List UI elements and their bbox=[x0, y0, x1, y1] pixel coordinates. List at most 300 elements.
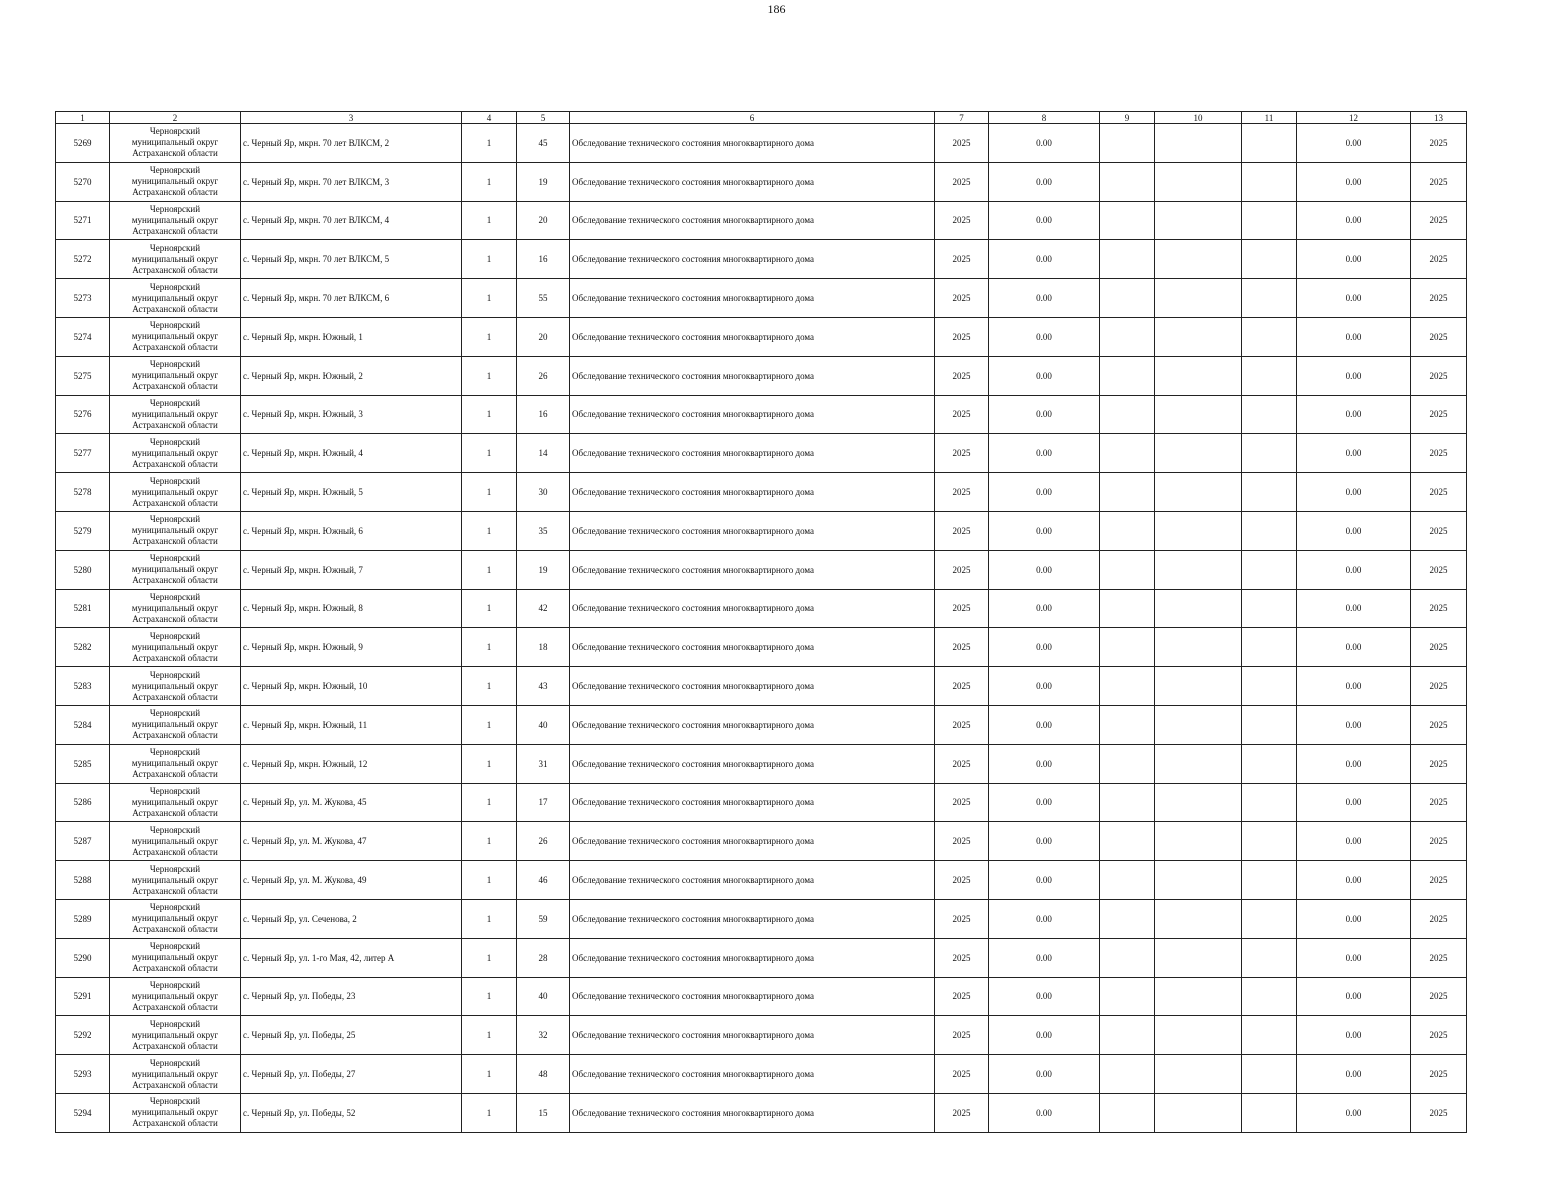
district-line: муниципальный округ bbox=[131, 796, 219, 807]
column-header: 5 bbox=[517, 112, 570, 124]
col8-amount-cell: 0.00 bbox=[989, 1093, 1100, 1132]
district-line: муниципальный округ bbox=[131, 408, 219, 419]
col13-year-cell: 2025 bbox=[1411, 162, 1467, 201]
district-line: Черноярский bbox=[149, 436, 201, 447]
address-cell: с. Черный Яр, ул. 1-го Мая, 42, литер А bbox=[241, 938, 462, 977]
table-row bbox=[56, 938, 1467, 977]
col9-cell bbox=[1100, 899, 1155, 938]
col4-cell: 1 bbox=[462, 938, 517, 977]
col10-cell bbox=[1155, 822, 1242, 861]
col13-year-cell: 2025 bbox=[1411, 861, 1467, 900]
col13-year-cell: 2025 bbox=[1411, 705, 1467, 744]
row-number-cell: 5288 bbox=[56, 861, 110, 900]
col13-year-cell: 2025 bbox=[1411, 434, 1467, 473]
col5-cell: 31 bbox=[517, 744, 570, 783]
col13-year-cell: 2025 bbox=[1411, 1055, 1467, 1094]
col10-cell bbox=[1155, 628, 1242, 667]
col8-amount-cell: 0.00 bbox=[989, 1016, 1100, 1055]
district-line: Астраханской области bbox=[132, 303, 218, 314]
table-body bbox=[56, 124, 1467, 1133]
col12-amount-cell: 0.00 bbox=[1297, 783, 1411, 822]
page-number: 186 bbox=[767, 2, 786, 16]
district-line: Черноярский bbox=[149, 591, 201, 602]
col5-cell: 20 bbox=[517, 317, 570, 356]
district-cell bbox=[110, 201, 241, 240]
district-line: Астраханской области bbox=[132, 536, 218, 547]
district-line: Астраханской области bbox=[132, 924, 218, 935]
col13-year-cell: 2025 bbox=[1411, 124, 1467, 163]
district-line: муниципальный округ bbox=[131, 602, 219, 613]
col12-amount-cell: 0.00 bbox=[1297, 589, 1411, 628]
work-type-cell: Обследование технического состояния многоквартирного дома bbox=[570, 938, 935, 977]
col11-cell bbox=[1242, 356, 1297, 395]
district-line: муниципальный округ bbox=[131, 758, 219, 769]
col12-amount-cell: 0.00 bbox=[1297, 977, 1411, 1016]
col8-amount-cell: 0.00 bbox=[989, 1055, 1100, 1094]
district-line: Черноярский bbox=[149, 824, 201, 835]
col8-amount-cell: 0.00 bbox=[989, 124, 1100, 163]
col9-cell bbox=[1100, 550, 1155, 589]
col8-amount-cell: 0.00 bbox=[989, 705, 1100, 744]
col4-cell: 1 bbox=[462, 628, 517, 667]
district-cell bbox=[110, 317, 241, 356]
row-number-cell: 5271 bbox=[56, 201, 110, 240]
col13-year-cell: 2025 bbox=[1411, 977, 1467, 1016]
col8-amount-cell: 0.00 bbox=[989, 434, 1100, 473]
col9-cell bbox=[1100, 705, 1155, 744]
col13-year-cell: 2025 bbox=[1411, 279, 1467, 318]
col9-cell bbox=[1100, 744, 1155, 783]
col4-cell: 1 bbox=[462, 783, 517, 822]
district-line: Астраханской области bbox=[132, 652, 218, 663]
col10-cell bbox=[1155, 279, 1242, 318]
district-line: муниципальный округ bbox=[131, 680, 219, 691]
column-header: 12 bbox=[1297, 112, 1411, 124]
district-line: Астраханской области bbox=[132, 419, 218, 430]
address-cell: с. Черный Яр, мкрн. Южный, 1 bbox=[241, 317, 462, 356]
col11-cell bbox=[1242, 744, 1297, 783]
district-cell bbox=[110, 899, 241, 938]
col7-year-cell: 2025 bbox=[935, 977, 989, 1016]
col13-year-cell: 2025 bbox=[1411, 1093, 1467, 1132]
district-line: Астраханской области bbox=[132, 613, 218, 624]
col11-cell bbox=[1242, 628, 1297, 667]
col7-year-cell: 2025 bbox=[935, 240, 989, 279]
col4-cell: 1 bbox=[462, 240, 517, 279]
col10-cell bbox=[1155, 1016, 1242, 1055]
col13-year-cell: 2025 bbox=[1411, 938, 1467, 977]
district-line: муниципальный округ bbox=[131, 214, 219, 225]
col9-cell bbox=[1100, 1093, 1155, 1132]
table-row bbox=[56, 977, 1467, 1016]
address-cell: с. Черный Яр, мкрн. Южный, 6 bbox=[241, 511, 462, 550]
row-number-cell: 5282 bbox=[56, 628, 110, 667]
row-number-cell: 5273 bbox=[56, 279, 110, 318]
column-header: 6 bbox=[570, 112, 935, 124]
col8-amount-cell: 0.00 bbox=[989, 589, 1100, 628]
col8-amount-cell: 0.00 bbox=[989, 395, 1100, 434]
col9-cell bbox=[1100, 124, 1155, 163]
address-cell: с. Черный Яр, ул. Победы, 23 bbox=[241, 977, 462, 1016]
table-row bbox=[56, 240, 1467, 279]
col5-cell: 40 bbox=[517, 977, 570, 1016]
col10-cell bbox=[1155, 899, 1242, 938]
row-number-cell: 5291 bbox=[56, 977, 110, 1016]
district-cell bbox=[110, 938, 241, 977]
address-cell: с. Черный Яр, мкрн. 70 лет ВЛКСМ, 2 bbox=[241, 124, 462, 163]
col5-cell: 45 bbox=[517, 124, 570, 163]
col5-cell: 26 bbox=[517, 822, 570, 861]
col4-cell: 1 bbox=[462, 162, 517, 201]
col12-amount-cell: 0.00 bbox=[1297, 705, 1411, 744]
district-line: Черноярский bbox=[149, 1096, 201, 1107]
district-line: Астраханской области bbox=[132, 846, 218, 857]
column-header: 7 bbox=[935, 112, 989, 124]
col8-amount-cell: 0.00 bbox=[989, 977, 1100, 1016]
col4-cell: 1 bbox=[462, 201, 517, 240]
col11-cell bbox=[1242, 473, 1297, 512]
row-number-cell: 5283 bbox=[56, 667, 110, 706]
col9-cell bbox=[1100, 822, 1155, 861]
district-cell bbox=[110, 822, 241, 861]
col11-cell bbox=[1242, 240, 1297, 279]
table-row bbox=[56, 550, 1467, 589]
col5-cell: 30 bbox=[517, 473, 570, 512]
district-cell bbox=[110, 279, 241, 318]
col5-cell: 16 bbox=[517, 395, 570, 434]
district-line: Черноярский bbox=[149, 863, 201, 874]
col12-amount-cell: 0.00 bbox=[1297, 511, 1411, 550]
district-line: Черноярский bbox=[149, 320, 201, 331]
col8-amount-cell: 0.00 bbox=[989, 822, 1100, 861]
col10-cell bbox=[1155, 201, 1242, 240]
row-number-cell: 5279 bbox=[56, 511, 110, 550]
col9-cell bbox=[1100, 395, 1155, 434]
col13-year-cell: 2025 bbox=[1411, 317, 1467, 356]
work-type-cell: Обследование технического состояния многоквартирного дома bbox=[570, 1016, 935, 1055]
col4-cell: 1 bbox=[462, 822, 517, 861]
district-cell bbox=[110, 1055, 241, 1094]
district-line: Черноярский bbox=[149, 708, 201, 719]
col12-amount-cell: 0.00 bbox=[1297, 317, 1411, 356]
col4-cell: 1 bbox=[462, 589, 517, 628]
work-type-cell: Обследование технического состояния многоквартирного дома bbox=[570, 356, 935, 395]
work-type-cell: Обследование технического состояния многоквартирного дома bbox=[570, 822, 935, 861]
col10-cell bbox=[1155, 240, 1242, 279]
col13-year-cell: 2025 bbox=[1411, 240, 1467, 279]
col13-year-cell: 2025 bbox=[1411, 822, 1467, 861]
col7-year-cell: 2025 bbox=[935, 511, 989, 550]
row-number-cell: 5278 bbox=[56, 473, 110, 512]
col4-cell: 1 bbox=[462, 434, 517, 473]
district-line: Астраханской области bbox=[132, 575, 218, 586]
col4-cell: 1 bbox=[462, 473, 517, 512]
district-line: муниципальный округ bbox=[131, 835, 219, 846]
col13-year-cell: 2025 bbox=[1411, 356, 1467, 395]
col12-amount-cell: 0.00 bbox=[1297, 1016, 1411, 1055]
col5-cell: 19 bbox=[517, 162, 570, 201]
col7-year-cell: 2025 bbox=[935, 938, 989, 977]
row-number-cell: 5286 bbox=[56, 783, 110, 822]
address-cell: с. Черный Яр, ул. М. Жукова, 45 bbox=[241, 783, 462, 822]
work-type-cell: Обследование технического состояния многоквартирного дома bbox=[570, 744, 935, 783]
row-number-cell: 5272 bbox=[56, 240, 110, 279]
col12-amount-cell: 0.00 bbox=[1297, 395, 1411, 434]
table-row bbox=[56, 162, 1467, 201]
district-line: муниципальный округ bbox=[131, 913, 219, 924]
col7-year-cell: 2025 bbox=[935, 861, 989, 900]
col13-year-cell: 2025 bbox=[1411, 628, 1467, 667]
col9-cell bbox=[1100, 589, 1155, 628]
col8-amount-cell: 0.00 bbox=[989, 473, 1100, 512]
col7-year-cell: 2025 bbox=[935, 395, 989, 434]
district-line: Черноярский bbox=[149, 281, 201, 292]
table-row bbox=[56, 434, 1467, 473]
col7-year-cell: 2025 bbox=[935, 899, 989, 938]
col4-cell: 1 bbox=[462, 861, 517, 900]
col8-amount-cell: 0.00 bbox=[989, 667, 1100, 706]
col9-cell bbox=[1100, 317, 1155, 356]
table-row bbox=[56, 473, 1467, 512]
col11-cell bbox=[1242, 434, 1297, 473]
col9-cell bbox=[1100, 356, 1155, 395]
col8-amount-cell: 0.00 bbox=[989, 899, 1100, 938]
col7-year-cell: 2025 bbox=[935, 124, 989, 163]
district-cell bbox=[110, 240, 241, 279]
row-number-cell: 5281 bbox=[56, 589, 110, 628]
col11-cell bbox=[1242, 279, 1297, 318]
district-line: Астраханской области bbox=[132, 381, 218, 392]
col7-year-cell: 2025 bbox=[935, 667, 989, 706]
table-row bbox=[56, 589, 1467, 628]
row-number-cell: 5277 bbox=[56, 434, 110, 473]
table-row bbox=[56, 201, 1467, 240]
col13-year-cell: 2025 bbox=[1411, 667, 1467, 706]
col10-cell bbox=[1155, 356, 1242, 395]
col12-amount-cell: 0.00 bbox=[1297, 162, 1411, 201]
district-line: муниципальный округ bbox=[131, 486, 219, 497]
row-number-cell: 5287 bbox=[56, 822, 110, 861]
col12-amount-cell: 0.00 bbox=[1297, 861, 1411, 900]
district-line: Астраханской области bbox=[132, 225, 218, 236]
col12-amount-cell: 0.00 bbox=[1297, 628, 1411, 667]
col12-amount-cell: 0.00 bbox=[1297, 938, 1411, 977]
district-line: Астраханской области bbox=[132, 807, 218, 818]
col12-amount-cell: 0.00 bbox=[1297, 240, 1411, 279]
table-row bbox=[56, 356, 1467, 395]
col7-year-cell: 2025 bbox=[935, 550, 989, 589]
district-line: Черноярский bbox=[149, 514, 201, 525]
address-cell: с. Черный Яр, мкрн. Южный, 11 bbox=[241, 705, 462, 744]
col4-cell: 1 bbox=[462, 279, 517, 318]
col9-cell bbox=[1100, 434, 1155, 473]
table-row bbox=[56, 783, 1467, 822]
col5-cell: 43 bbox=[517, 667, 570, 706]
col4-cell: 1 bbox=[462, 550, 517, 589]
col5-cell: 46 bbox=[517, 861, 570, 900]
column-numbers-header bbox=[56, 112, 1467, 124]
address-cell: с. Черный Яр, ул. Победы, 27 bbox=[241, 1055, 462, 1094]
col12-amount-cell: 0.00 bbox=[1297, 201, 1411, 240]
district-line: Астраханской области bbox=[132, 1118, 218, 1129]
col13-year-cell: 2025 bbox=[1411, 899, 1467, 938]
col11-cell bbox=[1242, 317, 1297, 356]
table-row bbox=[56, 822, 1467, 861]
address-cell: с. Черный Яр, мкрн. 70 лет ВЛКСМ, 3 bbox=[241, 162, 462, 201]
column-header: 2 bbox=[110, 112, 241, 124]
district-line: муниципальный округ bbox=[131, 874, 219, 885]
col9-cell bbox=[1100, 279, 1155, 318]
table-row bbox=[56, 667, 1467, 706]
district-line: Черноярский bbox=[149, 165, 201, 176]
address-cell: с. Черный Яр, мкрн. 70 лет ВЛКСМ, 6 bbox=[241, 279, 462, 318]
col10-cell bbox=[1155, 667, 1242, 706]
col12-amount-cell: 0.00 bbox=[1297, 473, 1411, 512]
address-cell: с. Черный Яр, мкрн. Южный, 4 bbox=[241, 434, 462, 473]
col10-cell bbox=[1155, 705, 1242, 744]
col9-cell bbox=[1100, 667, 1155, 706]
col11-cell bbox=[1242, 1016, 1297, 1055]
col11-cell bbox=[1242, 511, 1297, 550]
district-line: муниципальный округ bbox=[131, 952, 219, 963]
col11-cell bbox=[1242, 124, 1297, 163]
col11-cell bbox=[1242, 705, 1297, 744]
col5-cell: 26 bbox=[517, 356, 570, 395]
col4-cell: 1 bbox=[462, 667, 517, 706]
col10-cell bbox=[1155, 124, 1242, 163]
col11-cell bbox=[1242, 822, 1297, 861]
col13-year-cell: 2025 bbox=[1411, 511, 1467, 550]
address-cell: с. Черный Яр, мкрн. Южный, 8 bbox=[241, 589, 462, 628]
district-line: Астраханской области bbox=[132, 342, 218, 353]
col9-cell bbox=[1100, 473, 1155, 512]
column-header: 13 bbox=[1411, 112, 1467, 124]
col7-year-cell: 2025 bbox=[935, 589, 989, 628]
col9-cell bbox=[1100, 938, 1155, 977]
column-header: 9 bbox=[1100, 112, 1155, 124]
col4-cell: 1 bbox=[462, 705, 517, 744]
col9-cell bbox=[1100, 162, 1155, 201]
district-line: Астраханской области bbox=[132, 885, 218, 896]
col8-amount-cell: 0.00 bbox=[989, 744, 1100, 783]
district-cell bbox=[110, 744, 241, 783]
address-cell: с. Черный Яр, мкрн. Южный, 3 bbox=[241, 395, 462, 434]
col4-cell: 1 bbox=[462, 395, 517, 434]
col8-amount-cell: 0.00 bbox=[989, 938, 1100, 977]
address-cell: с. Черный Яр, ул. Сеченова, 2 bbox=[241, 899, 462, 938]
work-type-cell: Обследование технического состояния многоквартирного дома bbox=[570, 550, 935, 589]
district-cell bbox=[110, 667, 241, 706]
district-line: муниципальный округ bbox=[131, 447, 219, 458]
col5-cell: 18 bbox=[517, 628, 570, 667]
col7-year-cell: 2025 bbox=[935, 473, 989, 512]
col8-amount-cell: 0.00 bbox=[989, 628, 1100, 667]
work-type-cell: Обследование технического состояния многоквартирного дома bbox=[570, 667, 935, 706]
col10-cell bbox=[1155, 977, 1242, 1016]
table-row bbox=[56, 861, 1467, 900]
col12-amount-cell: 0.00 bbox=[1297, 550, 1411, 589]
district-cell bbox=[110, 356, 241, 395]
col12-amount-cell: 0.00 bbox=[1297, 899, 1411, 938]
col13-year-cell: 2025 bbox=[1411, 550, 1467, 589]
work-type-cell: Обследование технического состояния многоквартирного дома bbox=[570, 511, 935, 550]
col5-cell: 35 bbox=[517, 511, 570, 550]
district-cell bbox=[110, 124, 241, 163]
district-cell bbox=[110, 783, 241, 822]
column-header: 3 bbox=[241, 112, 462, 124]
col4-cell: 1 bbox=[462, 977, 517, 1016]
col7-year-cell: 2025 bbox=[935, 628, 989, 667]
district-line: Астраханской области bbox=[132, 1079, 218, 1090]
district-line: Черноярский bbox=[149, 979, 201, 990]
col5-cell: 40 bbox=[517, 705, 570, 744]
district-line: муниципальный округ bbox=[131, 719, 219, 730]
district-cell bbox=[110, 511, 241, 550]
col12-amount-cell: 0.00 bbox=[1297, 434, 1411, 473]
col10-cell bbox=[1155, 589, 1242, 628]
work-type-cell: Обследование технического состояния многоквартирного дома bbox=[570, 317, 935, 356]
col5-cell: 48 bbox=[517, 1055, 570, 1094]
district-cell bbox=[110, 473, 241, 512]
col9-cell bbox=[1100, 511, 1155, 550]
col7-year-cell: 2025 bbox=[935, 705, 989, 744]
col10-cell bbox=[1155, 473, 1242, 512]
work-type-cell: Обследование технического состояния многоквартирного дома bbox=[570, 783, 935, 822]
col13-year-cell: 2025 bbox=[1411, 783, 1467, 822]
col4-cell: 1 bbox=[462, 356, 517, 395]
col12-amount-cell: 0.00 bbox=[1297, 667, 1411, 706]
district-line: Черноярский bbox=[149, 203, 201, 214]
district-line: Черноярский bbox=[149, 397, 201, 408]
col5-cell: 17 bbox=[517, 783, 570, 822]
col7-year-cell: 2025 bbox=[935, 744, 989, 783]
col8-amount-cell: 0.00 bbox=[989, 550, 1100, 589]
district-cell bbox=[110, 977, 241, 1016]
district-cell bbox=[110, 550, 241, 589]
district-line: Астраханской области bbox=[132, 769, 218, 780]
district-cell bbox=[110, 861, 241, 900]
col8-amount-cell: 0.00 bbox=[989, 201, 1100, 240]
district-cell bbox=[110, 705, 241, 744]
district-line: Астраханской области bbox=[132, 148, 218, 159]
col11-cell bbox=[1242, 395, 1297, 434]
work-type-cell: Обследование технического состояния многоквартирного дома bbox=[570, 1055, 935, 1094]
col5-cell: 16 bbox=[517, 240, 570, 279]
col8-amount-cell: 0.00 bbox=[989, 861, 1100, 900]
work-type-cell: Обследование технического состояния многоквартирного дома bbox=[570, 279, 935, 318]
col8-amount-cell: 0.00 bbox=[989, 162, 1100, 201]
col11-cell bbox=[1242, 1093, 1297, 1132]
district-cell bbox=[110, 434, 241, 473]
table-row bbox=[56, 124, 1467, 163]
col7-year-cell: 2025 bbox=[935, 201, 989, 240]
table-row bbox=[56, 1055, 1467, 1094]
district-line: Астраханской области bbox=[132, 691, 218, 702]
district-line: муниципальный округ bbox=[131, 641, 219, 652]
district-line: Астраханской области bbox=[132, 497, 218, 508]
address-cell: с. Черный Яр, мкрн. Южный, 7 bbox=[241, 550, 462, 589]
col7-year-cell: 2025 bbox=[935, 279, 989, 318]
address-cell: с. Черный Яр, мкрн. Южный, 10 bbox=[241, 667, 462, 706]
col9-cell bbox=[1100, 783, 1155, 822]
col11-cell bbox=[1242, 589, 1297, 628]
district-cell bbox=[110, 162, 241, 201]
col5-cell: 55 bbox=[517, 279, 570, 318]
district-line: муниципальный округ bbox=[131, 176, 219, 187]
work-type-cell: Обследование технического состояния многоквартирного дома bbox=[570, 240, 935, 279]
row-number-cell: 5284 bbox=[56, 705, 110, 744]
district-line: Черноярский bbox=[149, 669, 201, 680]
